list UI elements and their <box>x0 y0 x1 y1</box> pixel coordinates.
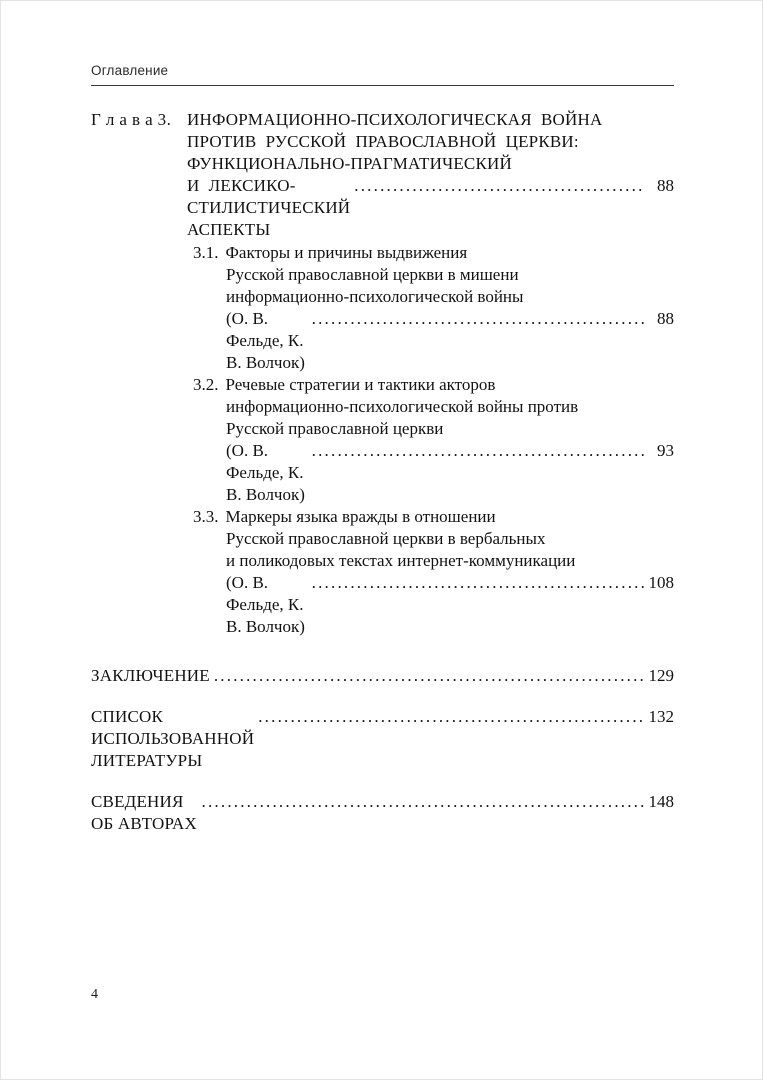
section-title-line: и поликодовых текстах интернет-коммуникации <box>226 551 576 570</box>
toc-backmatter-entry <box>91 706 674 772</box>
chapter-title-line: ФУНКЦИОНАЛЬНО-ПРАГМАТИЧЕСКИЙ <box>187 154 512 173</box>
dot-leader <box>312 440 645 462</box>
section-authors: (О. В. Фельде, К. В. Волчок) <box>226 441 305 504</box>
section-title-line: информационно-психологической войны против <box>226 397 579 416</box>
backmatter-title: ЗАКЛЮЧЕНИЕ <box>91 666 210 685</box>
section-first-line <box>193 374 674 396</box>
toc-backmatter-entry <box>91 665 674 687</box>
backmatter-page-number: 132 <box>648 707 674 726</box>
dot-leader <box>202 791 645 813</box>
section-title-line: Русской православной церкви <box>226 419 444 438</box>
section-authors: (О. В. Фельде, К. В. Волчок) <box>226 573 305 636</box>
toc-section-entry <box>193 374 674 506</box>
running-header: Оглавление <box>91 63 169 78</box>
toc-chapter-entry <box>91 109 674 241</box>
toc-backmatter <box>91 665 674 835</box>
section-first-line <box>193 506 674 528</box>
section-last-line <box>193 308 674 374</box>
section-page-number: 88 <box>657 309 674 328</box>
dot-leader <box>214 665 645 687</box>
section-title-line: Русской православной церкви в вербальных <box>226 529 546 548</box>
dot-leader <box>312 308 645 330</box>
page-number: 4 <box>91 987 98 1002</box>
section-page-number: 108 <box>648 573 674 592</box>
section-authors: (О. В. Фельде, К. В. Волчок) <box>226 309 305 372</box>
table-of-contents <box>91 109 674 835</box>
dot-leader <box>312 572 645 594</box>
section-number: 3.1. <box>193 243 219 262</box>
section-title-line: Речевые стратегии и тактики акторов <box>225 375 496 394</box>
section-last-line <box>193 440 674 506</box>
header-rule <box>91 85 674 86</box>
section-title-line: Русской православной церкви в мишени <box>226 265 519 284</box>
section-title-line: информационно-психологической войны <box>226 287 524 306</box>
section-last-line <box>193 572 674 638</box>
chapter-page-number: 88 <box>657 176 674 195</box>
chapter-title-line: ПРОТИВ РУССКОЙ ПРАВОСЛАВНОЙ ЦЕРКВИ: <box>187 132 579 151</box>
backmatter-page-number: 129 <box>648 666 674 685</box>
section-number: 3.3. <box>193 507 219 526</box>
dot-leader <box>354 175 645 197</box>
chapter-title-line: ИНФОРМАЦИОННО-ПСИХОЛОГИЧЕСКАЯ ВОЙНА <box>187 110 603 129</box>
section-title-line: Маркеры языка вражды в отношении <box>225 507 496 526</box>
section-title-line: Факторы и причины выдвижения <box>225 243 468 262</box>
dot-leader <box>258 706 645 728</box>
backmatter-page-number: 148 <box>648 792 674 811</box>
backmatter-title: СПИСОК ИСПОЛЬЗОВАННОЙ ЛИТЕРАТУРЫ <box>91 707 255 770</box>
section-number: 3.2. <box>193 375 219 394</box>
section-first-line <box>193 242 674 264</box>
section-page-number: 93 <box>657 441 674 460</box>
chapter-title <box>187 109 674 241</box>
toc-section-entry <box>193 242 674 374</box>
toc-backmatter-entry <box>91 791 674 835</box>
toc-section-entry <box>193 506 674 638</box>
toc-sections <box>193 242 674 638</box>
backmatter-title: СВЕДЕНИЯ ОБ АВТОРАХ <box>91 792 197 833</box>
chapter-title-last-line <box>187 175 674 241</box>
chapter-label: Г л а в а 3. <box>91 110 172 129</box>
chapter-title-line: И ЛЕКСИКО-СТИЛИСТИЧЕСКИЙ АСПЕКТЫ <box>187 176 351 239</box>
